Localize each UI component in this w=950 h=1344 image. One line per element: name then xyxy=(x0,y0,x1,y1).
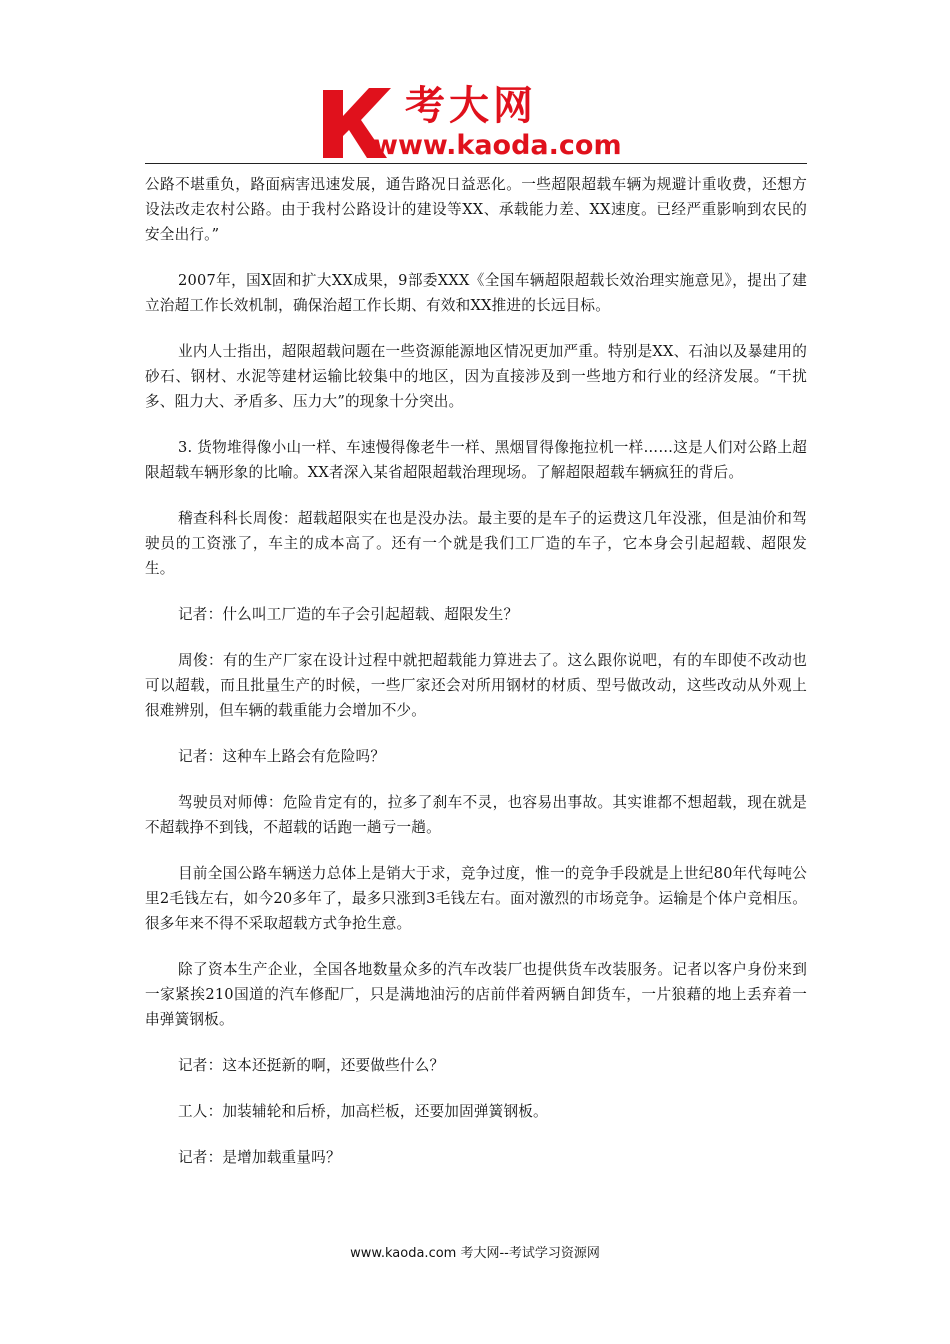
paragraph: 工人：加装辅轮和后桥，加高栏板，还要加固弹簧钢板。 xyxy=(178,1103,548,1120)
page-footer xyxy=(0,1244,950,1264)
paragraph: 公路不堪重负，路面病害迅速发展，通告路况日益恶化。一些超限超载车辆为规避计重收费，还想方设法改走农村公路。由于我村公路设计的建设等XX、承载能力差、XX速度。已经严重影响到农民的安全出行。” xyxy=(145,176,807,243)
paragraph: 记者：是增加载重量吗？ xyxy=(178,1149,341,1166)
paragraph: 业内人士指出，超限超载问题在一些资源能源地区情况更加严重。特别是XX、石油以及暴建用的砂石、钢材、水泥等建材运输比较集中的地区，因为直接涉及到一些地方和行业的经济发展。“干扰多、阻力大、矛盾多、压力大”的现象十分突出。 xyxy=(145,343,807,410)
paragraph: 记者：什么叫工厂造的车子会引起超载、超限发生？ xyxy=(178,606,519,623)
paragraph: 记者：这种车上路会有危险吗？ xyxy=(178,748,386,765)
logo-url: www.kaoda.com xyxy=(373,130,622,161)
kaoda-logo[interactable] xyxy=(317,82,647,164)
footer-url[interactable]: www.kaoda.com xyxy=(350,1246,457,1261)
header-divider xyxy=(145,163,807,164)
paragraph: 周俊：有的生产厂家在设计过程中就把超载能力算进去了。这么跟你说吧，有的车即使不改动也可以超载，而且批量生产的时候，一些厂家还会对所用钢材的材质、型号做改动，这些改动从外观上很难辨别，但车辆的载重能力会增加不少。 xyxy=(145,652,807,719)
page-header xyxy=(145,70,807,166)
paragraph: 3. 货物堆得像小山一样、车速慢得像老牛一样、黑烟冒得像拖拉机一样……这是人们对公路上超限超载车辆形象的比喻。XX者深入某省超限超载治理现场。了解超限超载车辆疯狂的背后。 xyxy=(145,439,807,481)
article-body xyxy=(145,172,807,1191)
paragraph: 除了资本生产企业，全国各地数量众多的汽车改装厂也提供货车改装服务。记者以客户身份来到一家紧挨210国道的汽车修配厂，只是满地油污的店前伴着两辆自卸货车，一片狼藉的地上丢弃着一串弹簧钢板。 xyxy=(145,961,807,1028)
paragraph: 记者：这本还挺新的啊，还要做些什么？ xyxy=(178,1057,445,1074)
paragraph: 驾驶员对师傅：危险肯定有的，拉多了刹车不灵，也容易出事故。其实谁都不想超载，现在就是不超载挣不到钱，不超载的话跑一趟亏一趟。 xyxy=(145,794,807,836)
logo-chinese-name: 考大网 xyxy=(405,83,537,129)
paragraph: 目前全国公路车辆送力总体上是销大于求，竞争过度，惟一的竞争手段就是上世纪80年代每吨公里2毛钱左右，如今20多年了，最多只涨到3毛钱左右。面对激烈的市场竞争。运输是个体户竞相压。很多年来不得不采取超载方式争抢生意。 xyxy=(145,865,807,932)
footer-text: 考大网--考试学习资源网 xyxy=(456,1246,600,1261)
paragraph: 2007年，国X固和扩大XX成果，9部委XXX《全国车辆超限超载长效治理实施意见》，提出了建立治超工作长效机制，确保治超工作长期、有效和XX推进的长远目标。 xyxy=(145,272,807,314)
paragraph: 稽查科科长周俊：超载超限实在也是没办法。最主要的是车子的运费这几年没涨，但是油价和驾驶员的工资涨了，车主的成本高了。还有一个就是我们工厂造的车子，它本身会引起超载、超限发生。 xyxy=(145,510,807,577)
